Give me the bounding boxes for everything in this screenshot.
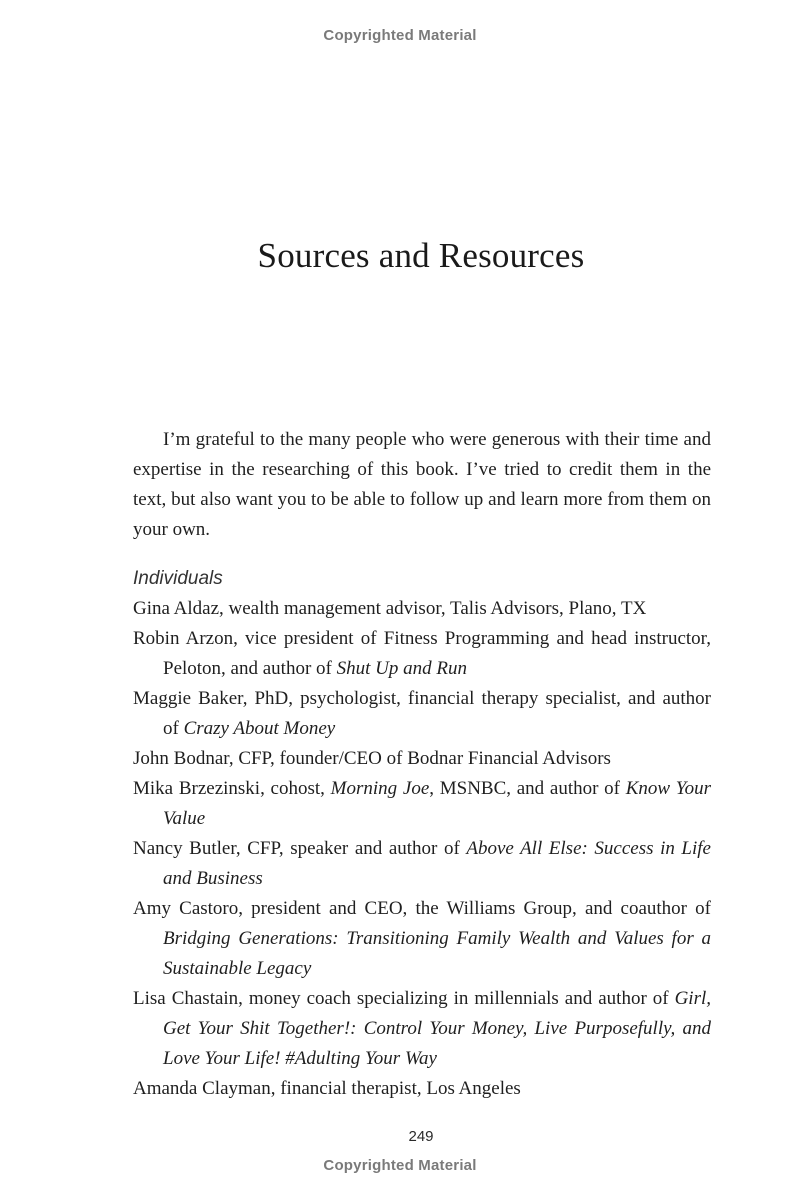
copyright-watermark-top: Copyrighted Material — [323, 27, 477, 44]
list-item — [133, 624, 711, 684]
book-title: Know Your Value — [163, 778, 712, 829]
entry-text: Maggie Baker, PhD, psychologist, financial therapy specialist, and author of — [133, 688, 711, 739]
list-item — [133, 1074, 711, 1104]
intro-paragraph: I’m grateful to the many people who were generous with their time and expertise in the researching of this book. I’ve tried to credit them in the text, but also want you to be able to follow up and learn more from them on your own. — [133, 429, 711, 540]
book-title: Shut Up and Run — [336, 658, 467, 679]
list-item — [133, 744, 711, 774]
page-content — [133, 425, 711, 1104]
list-item — [133, 984, 711, 1074]
entry-text: Amanda Clayman, financial therapist, Los Angeles — [133, 1078, 521, 1099]
list-item — [133, 684, 711, 744]
entry-text: John Bodnar, CFP, founder/CEO of Bodnar Financial Advisors — [133, 748, 611, 769]
entry-text: Robin Arzon, vice president of Fitness Programming and head instructor, Peloton, and author of — [133, 628, 711, 679]
page-title: Sources and Resources — [257, 236, 585, 275]
entry-text-tail: , MSNBC, and author of — [429, 778, 626, 799]
list-item — [133, 594, 711, 624]
list-item — [133, 894, 711, 984]
book-title: Bridging Generations: Transitioning Family Wealth and Values for a Sustainable Legacy — [163, 928, 711, 979]
section-heading-individuals: Individuals — [133, 568, 223, 589]
copyright-watermark-bottom: Copyrighted Material — [323, 1157, 477, 1174]
page-number: 249 — [408, 1128, 434, 1145]
entry-text: Amy Castoro, president and CEO, the Williams Group, and coauthor of — [133, 898, 711, 919]
individuals-list — [133, 594, 711, 1104]
list-item — [133, 834, 711, 894]
book-title: Above All Else: Success in Life and Business — [163, 838, 711, 889]
list-item — [133, 774, 711, 834]
entry-text: Lisa Chastain, money coach specializing in millennials and author of — [133, 988, 675, 1009]
book-title: Girl, Get Your Shit Together!: Control Your Money, Live Purposefully, and Love Your Life! #Adulting Your Way — [163, 988, 711, 1069]
show-title: Morning Joe — [330, 778, 430, 799]
entry-text: Mika Brzezinski, cohost, — [133, 778, 331, 799]
book-title: Crazy About Money — [183, 718, 336, 739]
entry-text: Gina Aldaz, wealth management advisor, Talis Advisors, Plano, TX — [133, 598, 647, 619]
entry-text: Nancy Butler, CFP, speaker and author of — [133, 838, 467, 859]
